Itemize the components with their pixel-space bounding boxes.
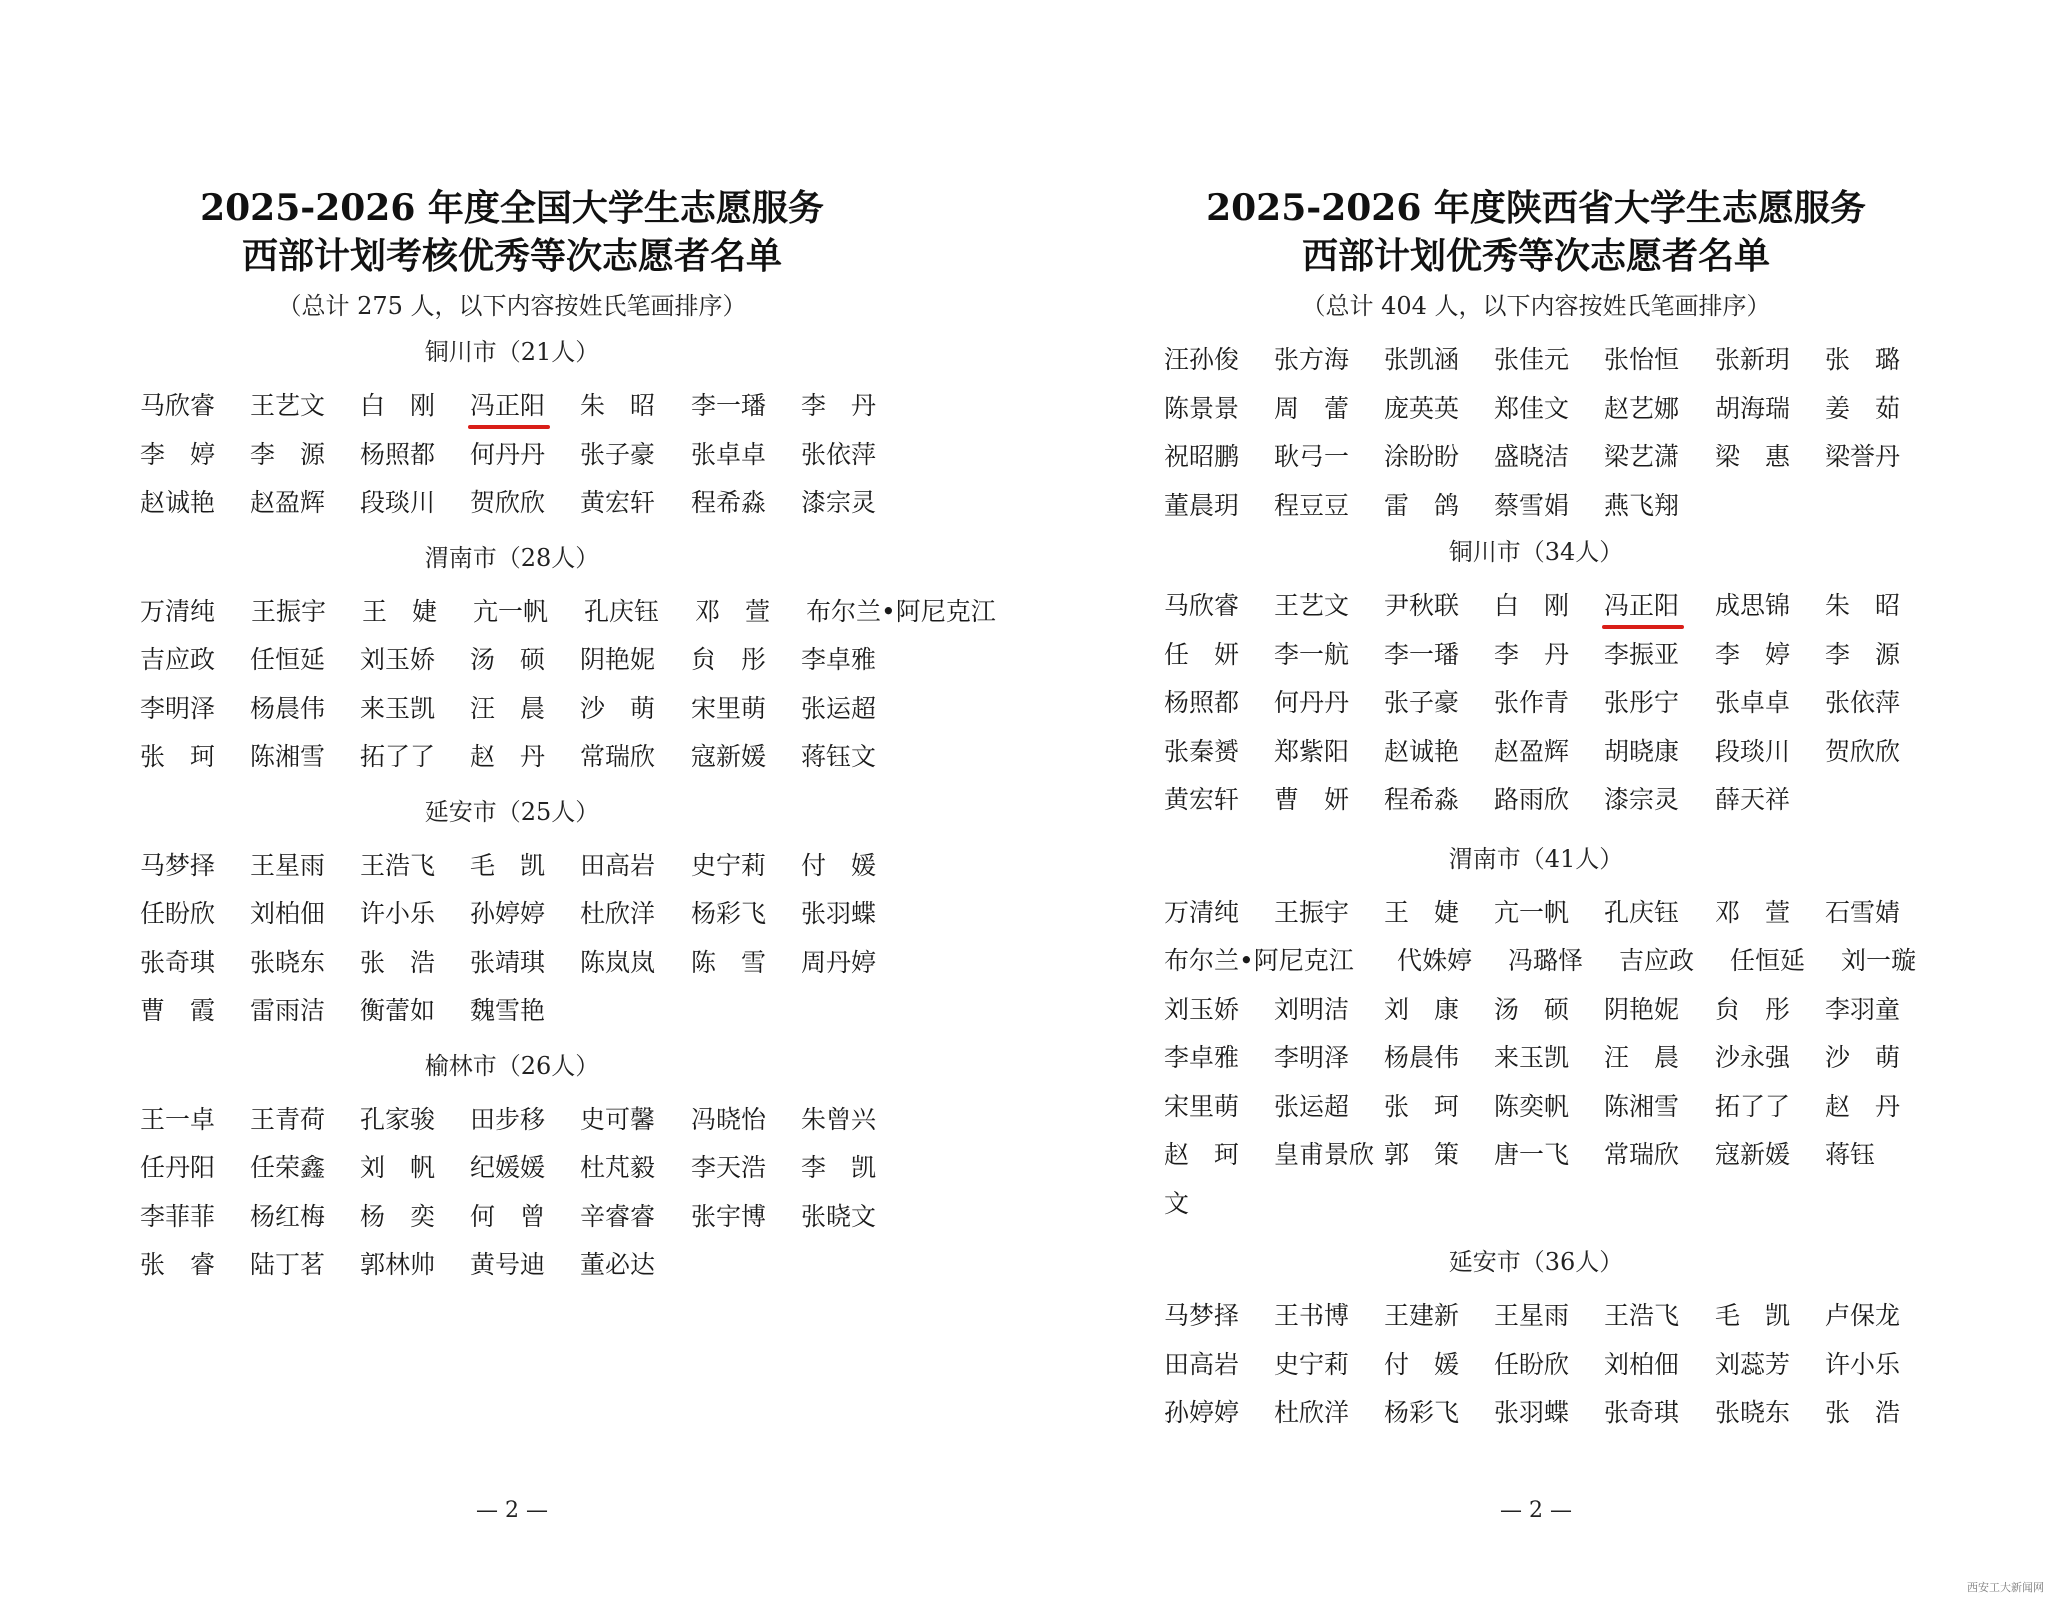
name-entry: 宋里萌 [1164,1091,1240,1121]
name-entry: 常瑞欣 [1604,1140,1680,1169]
name-entry: 周丹婷 [801,947,877,977]
name-entry: 燕飞翔 [1604,490,1680,520]
name-entry: 亢一帆 [473,596,549,626]
name-entry: 赵诚艳 [1384,736,1460,766]
name-entry: 亢一帆 [1494,897,1570,927]
name-entry: 庞英英 [1384,393,1460,423]
name-entry: 薛天祥 [1715,785,1791,814]
name-entry: 王振宇 [1274,897,1350,927]
name-entry: 张奇琪 [140,947,216,977]
name-entry: 刘玉娇 [1164,994,1240,1024]
name-entry: 李菲菲 [140,1201,216,1231]
name-entry: 朱 昭 [580,391,656,420]
name-entry: 赵盈辉 [250,488,326,517]
name-entry: 拓了了 [360,742,436,771]
name-entry: 黄宏轩 [580,488,656,517]
name-entry: 魏雪艳 [470,996,546,1025]
name-entry: 张 睿 [140,1250,216,1279]
right-page [1024,0,2048,1597]
name-entry: 张羽蝶 [801,899,877,928]
name-entry: 张运超 [1274,1091,1350,1121]
name-entry: 来玉凯 [360,693,436,723]
section-title: 铜川市（34人） [1448,538,1624,566]
name-entry: 冯正阳 [470,391,546,420]
name-entry: 史宁莉 [1274,1349,1350,1379]
name-entry: 曹 霞 [140,996,216,1025]
name-entry: 张靖琪 [470,947,546,977]
name-entry: 刘明洁 [1274,994,1350,1024]
name-entry: 何丹丹 [1274,688,1350,717]
name-entry: 刘柏佃 [250,899,326,928]
name-entry: 张方海 [1274,345,1350,374]
name-entry: 郭林帅 [360,1250,436,1279]
name-entry: 程豆豆 [1274,490,1350,520]
name-entry: 王浩飞 [1604,1301,1680,1330]
name-entry: 张卓卓 [691,439,767,469]
name-entry: 孔庆钰 [584,596,660,626]
name-entry: 路雨欣 [1494,785,1570,814]
right-subtitle: （总计 404 人，以下内容按姓氏笔画排序） [1301,292,1771,320]
name-entry: 李 凯 [801,1153,877,1182]
name-entry: 冯璐怿 [1508,946,1584,975]
name-entry: 代姝婷 [1397,946,1473,975]
name-entry: 陈奕帆 [1494,1091,1570,1121]
name-entry: 王振宇 [251,596,327,626]
name-entry: 万清纯 [140,596,216,626]
name-entry: 王艺文 [1274,591,1350,620]
name-entry: 王浩飞 [360,850,436,880]
name-entry: 王艺文 [250,391,326,420]
name-entry: 汪 晨 [1604,1043,1680,1072]
name-entry: 李一璠 [1384,639,1460,669]
name-entry: 李 婷 [1715,639,1791,669]
name-entry: 杨红梅 [250,1201,326,1231]
name-entry: 王青荷 [250,1104,326,1134]
name-entry: 郑佳文 [1494,393,1570,423]
name-entry: 王一卓 [140,1104,216,1134]
name-entry: 沙 萌 [1825,1043,1901,1072]
name-entry: 杨彩飞 [1384,1398,1460,1427]
name-entry: 邓 萱 [1715,897,1791,927]
name-entry: 赵艺娜 [1604,393,1680,423]
name-entry: 孙婷婷 [1164,1398,1240,1427]
name-entry: 李卓雅 [801,645,877,674]
name-entry: 李 丹 [1494,639,1570,669]
name-entry: 周 蕾 [1274,393,1350,423]
name-entry: 王星雨 [1494,1301,1570,1330]
name-entry: 吉应政 [140,645,216,674]
name-entry: 许小乐 [1825,1349,1901,1379]
name-entry: 张子豪 [580,439,656,469]
name-entry: 毛 凯 [470,850,546,880]
name-entry: 何丹丹 [470,439,546,469]
section-title: 榆林市（26人） [424,1051,600,1080]
highlight-underline [1602,625,1684,629]
name-entry: 汤 硕 [470,645,546,674]
name-entry: 刘 帆 [360,1153,436,1182]
name-entry: 李一航 [1274,639,1350,669]
name-entry: 阴艳妮 [1604,994,1680,1024]
name-entry: 董必达 [580,1250,656,1279]
name-entry: 郭 策 [1384,1140,1460,1169]
name-entry: 曹 妍 [1274,785,1350,814]
name-entry: 田高岩 [580,850,656,880]
name-entry: 陆丁茗 [250,1250,326,1279]
name-entry: 尹秋联 [1384,591,1460,620]
name-entry: 张秦赟 [1164,736,1240,766]
name-entry: 蒋钰文 [801,742,877,771]
left-title-line2: 西部计划考核优秀等次志愿者名单 [241,235,782,277]
name-entry: 杜欣洋 [1274,1398,1350,1427]
name-entry: 刘玉娇 [360,645,436,674]
name-entry: 拓了了 [1715,1091,1791,1121]
name-entry: 张依萍 [801,439,877,469]
name-entry: 孔庆钰 [1604,897,1680,927]
name-entry: 杨照都 [360,439,436,469]
name-entry: 王建新 [1384,1301,1460,1330]
name-entry: 张 浩 [360,947,436,977]
name-entry: 梁 惠 [1715,442,1791,471]
name-entry: 胡海瑞 [1715,393,1791,423]
name-entry: 任盼欣 [1494,1349,1570,1379]
name-entry: 衡蕾如 [360,996,436,1025]
name-entry: 李明泽 [1274,1043,1350,1072]
name-entry: 李 丹 [801,391,877,420]
name-entry: 陈岚岚 [580,947,656,977]
name-entry: 王书博 [1274,1301,1350,1330]
section-title: 延安市（25人） [424,797,600,826]
name-entry: 张依萍 [1825,688,1901,717]
name-entry: 杨晨伟 [250,693,326,723]
name-entry: 寇新媛 [1715,1140,1791,1169]
name-entry: 黄号迪 [470,1250,546,1279]
name-entry: 赵 珂 [1164,1140,1240,1169]
name-entry: 任荣鑫 [250,1153,326,1182]
section-title: 延安市（36人） [1448,1248,1624,1276]
name-entry: 蔡雪娟 [1494,490,1570,520]
name-entry: 马欣睿 [140,391,216,420]
name-entry: 贺欣欣 [1825,736,1901,766]
name-entry: 朱曾兴 [801,1104,877,1134]
name-entry: 张凯涵 [1384,345,1460,374]
name-entry: 耿弓一 [1274,442,1350,471]
name-entry: 毛 凯 [1715,1301,1791,1330]
name-entry: 董晨玥 [1164,490,1240,520]
name-entry: 张运超 [801,693,877,723]
name-entry: 段琰川 [360,488,436,517]
name-entry: 程希淼 [691,488,767,517]
name-entry: 付 媛 [1384,1349,1460,1379]
name-entry: 任恒延 [250,645,326,674]
name-entry: 郑紫阳 [1274,736,1350,766]
name-entry: 任恒延 [1730,946,1806,975]
name-entry: 赵 丹 [1825,1091,1901,1121]
name-entry: 刘 康 [1384,994,1460,1024]
name-entry: 漆宗灵 [1604,785,1680,814]
name-entry: 陈景景 [1164,393,1240,423]
name-entry: 杨晨伟 [1384,1043,1460,1072]
name-entry: 张宇博 [691,1201,767,1231]
section-title: 铜川市（21人） [424,338,600,366]
name-entry: 史可馨 [580,1104,656,1134]
name-entry: 杜芃毅 [580,1153,656,1182]
name-entry: 田高岩 [1164,1349,1240,1379]
name-entry: 贠 彤 [691,645,767,674]
name-entry: 吉应政 [1619,946,1695,975]
left-page-number: — 2 — [476,1498,548,1523]
name-entry: 成思锦 [1715,591,1791,620]
name-entry: 张新玥 [1715,345,1791,374]
right-title-line1: 2025-2026 年度陕西省大学生志愿服务 [1206,187,1866,229]
name-entry: 王 婕 [362,596,438,626]
name-entry: 来玉凯 [1494,1043,1570,1072]
name-entry: 朱 昭 [1825,591,1901,620]
name-entry: 马欣睿 [1164,591,1240,620]
name-entry: 李一璠 [691,391,767,420]
name-entry: 张子豪 [1384,688,1460,717]
highlight-underline [468,425,550,429]
name-entry: 李明泽 [140,693,216,723]
name-entry: 张羽蝶 [1494,1398,1570,1427]
name-entry: 白 刚 [360,391,436,420]
name-entry: 常瑞欣 [580,742,656,771]
name-entry: 张 珂 [140,742,216,771]
name-entry: 石雪婧 [1825,897,1901,927]
name-entry: 卢保龙 [1825,1301,1901,1330]
name-entry: 万清纯 [1164,897,1240,927]
name-entry: 贠 彤 [1715,994,1791,1024]
name-entry: 杨 奕 [360,1201,436,1231]
name-entry: 唐一飞 [1494,1140,1570,1169]
name-entry: 白 刚 [1494,591,1570,620]
name-entry: 史宁莉 [691,850,767,880]
name-entry: 刘蕊芳 [1715,1349,1791,1379]
name-entry: 张晓文 [801,1201,877,1231]
name-entry: 涂盼盼 [1384,442,1460,471]
name-entry: 胡晓康 [1604,736,1680,766]
name-entry: 王星雨 [250,850,326,880]
name-entry: 田步移 [470,1104,546,1134]
name-entry: 赵诚艳 [140,488,216,517]
left-title-line1: 2025-2026 年度全国大学生志愿服务 [200,187,824,229]
name-entry: 李 源 [250,439,326,469]
name-entry: 程希淼 [1384,785,1460,814]
name-entry: 任丹阳 [140,1153,216,1182]
name-entry: 宋里萌 [691,693,767,723]
name-entry: 漆宗灵 [801,488,877,517]
name-entry: 姜 茹 [1825,393,1901,423]
name-entry: 马梦择 [1164,1301,1240,1330]
name-entry: 陈湘雪 [250,742,326,771]
name-entry: 杜欣洋 [580,899,656,928]
name-entry: 张怡恒 [1604,345,1680,374]
name-entry: 任盼欣 [140,899,216,928]
name-entry: 付 媛 [801,850,877,880]
name-entry: 布尔兰•阿尼克江 [1164,946,1354,975]
name-entry: 刘柏佃 [1604,1349,1680,1379]
name-entry: 刘一璇 [1841,946,1917,975]
name-entry: 张佳元 [1494,345,1570,374]
name-entry: 李 源 [1825,639,1901,669]
name-entry: 孔家骏 [360,1104,436,1134]
name-entry: 杨照都 [1164,688,1240,717]
section-title: 渭南市（28人） [424,543,600,572]
name-entry: 纪媛媛 [470,1153,546,1182]
name-entry: 张彤宁 [1604,688,1680,717]
name-entry: 赵盈辉 [1494,736,1570,766]
right-page-number: — 2 — [1500,1498,1572,1523]
name-entry: 张晓东 [250,947,326,977]
name-entry: 邓 萱 [695,596,771,626]
name-entry: 张奇琪 [1604,1398,1680,1427]
name-entry: 许小乐 [360,899,436,928]
name-entry: 张 浩 [1825,1398,1901,1427]
name-entry: 祝昭鹏 [1164,442,1240,471]
watermark-logo: 西安工大新闻网 [1967,1581,2044,1594]
name-entry: 冯正阳 [1604,591,1680,620]
name-entry: 沙 萌 [580,693,656,723]
name-entry: 雷雨洁 [250,996,326,1025]
name-entry: 李卓雅 [1164,1043,1240,1072]
name-entry: 李羽童 [1825,994,1901,1024]
name-entry: 蒋钰 [1825,1140,1876,1169]
name-entry: 孙婷婷 [470,899,546,928]
name-entry: 文 [1164,1188,1190,1218]
name-entry: 段琰川 [1715,736,1791,766]
name-entry: 张 珂 [1384,1091,1460,1121]
name-entry: 布尔兰•阿尼克江 [806,596,996,626]
name-entry: 王 婕 [1384,897,1460,927]
name-entry: 李 婷 [140,439,216,469]
right-title-line2: 西部计划优秀等次志愿者名单 [1301,235,1770,277]
name-entry: 马梦择 [140,850,216,880]
name-entry: 张卓卓 [1715,688,1791,717]
name-entry: 梁誉丹 [1825,442,1901,471]
name-entry: 陈湘雪 [1604,1091,1680,1121]
name-entry: 何 曾 [470,1201,546,1231]
left-subtitle: （总计 275 人，以下内容按姓氏笔画排序） [277,292,747,320]
name-entry: 雷 鸽 [1384,490,1460,520]
name-entry: 汤 硕 [1494,994,1570,1024]
name-entry: 寇新媛 [691,742,767,771]
name-entry: 赵 丹 [470,742,546,771]
name-entry: 盛晓洁 [1494,442,1570,471]
name-entry: 阴艳妮 [580,645,656,674]
name-entry: 贺欣欣 [470,488,546,517]
name-entry: 张晓东 [1715,1398,1791,1427]
name-entry: 李振亚 [1604,639,1680,669]
name-entry: 任 妍 [1164,639,1240,669]
name-entry: 李天浩 [691,1153,767,1182]
name-entry: 黄宏轩 [1164,785,1240,814]
section-title: 渭南市（41人） [1448,844,1624,873]
name-entry: 皇甫景欣 [1274,1140,1375,1169]
name-entry: 冯晓怡 [691,1104,767,1134]
name-entry: 汪 晨 [470,693,546,723]
name-entry: 陈 雪 [691,947,767,977]
name-entry: 梁艺潇 [1604,442,1680,471]
name-entry: 沙永强 [1715,1043,1791,1072]
name-entry: 张作青 [1494,688,1570,717]
name-entry: 辛睿睿 [580,1201,656,1231]
name-entry: 汪孙俊 [1164,345,1240,374]
name-entry: 张 璐 [1825,345,1901,374]
name-entry: 杨彩飞 [691,899,767,928]
